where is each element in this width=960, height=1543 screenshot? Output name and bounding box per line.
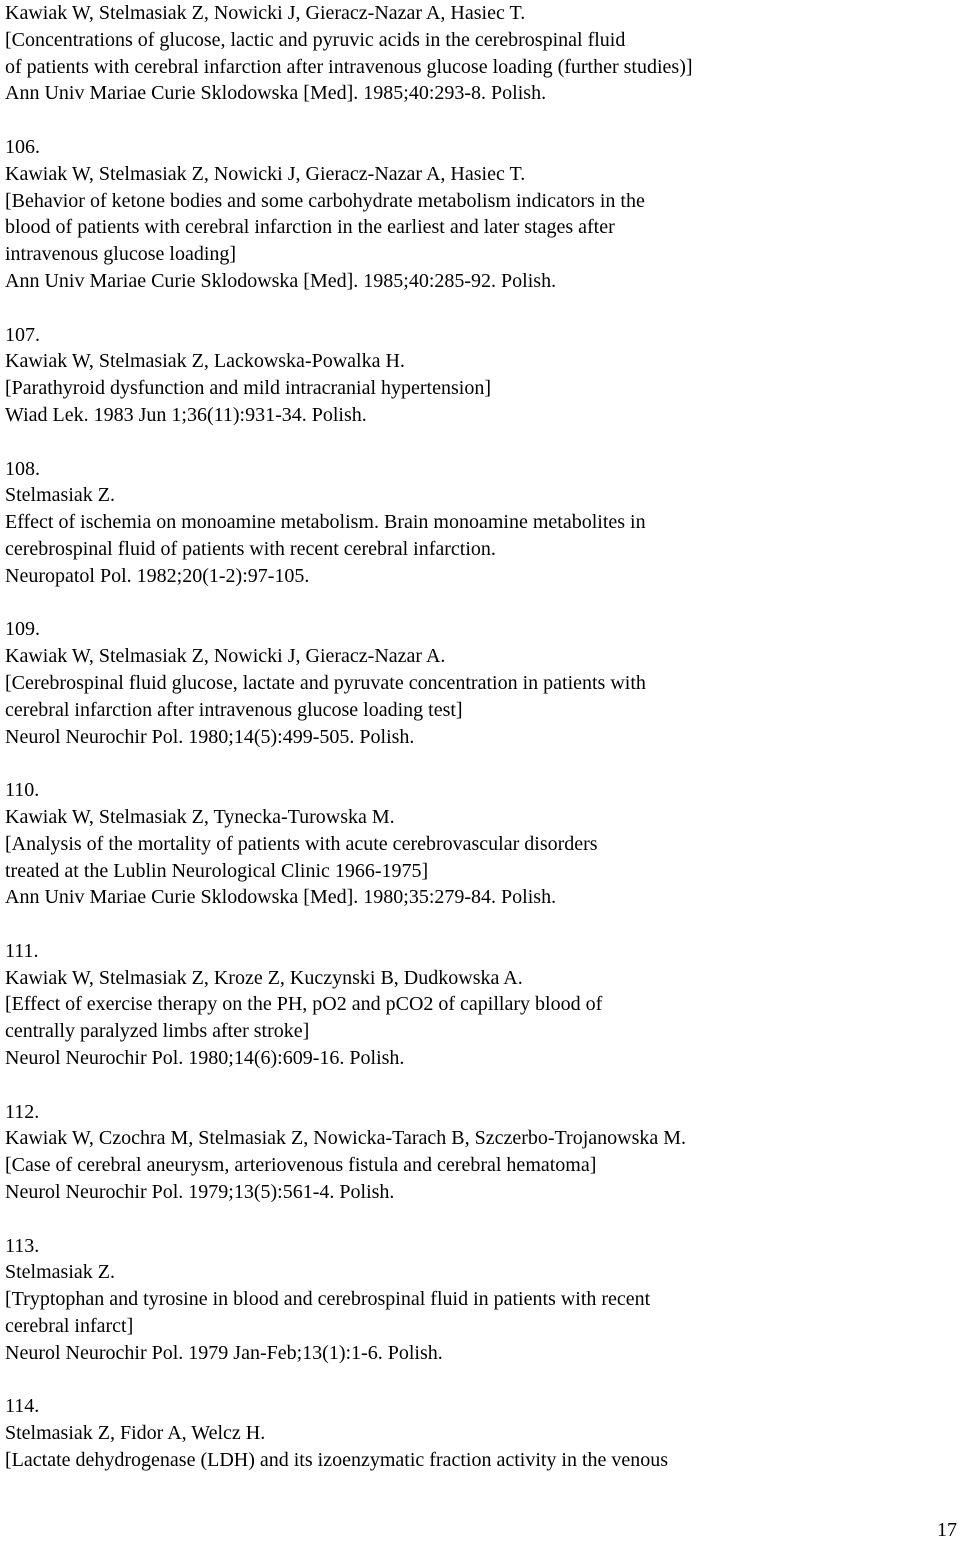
reference-authors: Kawiak W, Stelmasiak Z, Nowicki J, Gieracz-Nazar A, Hasiec T. bbox=[5, 2, 526, 24]
reference-title: [Analysis of the mortality of patients with acute cerebrovascular disorders bbox=[5, 832, 598, 855]
reference-number: 112. bbox=[5, 1100, 40, 1123]
reference-number: 107. bbox=[5, 323, 40, 346]
reference-authors: Kawiak W, Stelmasiak Z, Nowicki J, Gieracz-Nazar A, Hasiec T. bbox=[5, 162, 526, 185]
reference-source: Wiad Lek. 1983 Jun 1;36(11):931-34. Polish. bbox=[5, 403, 367, 426]
reference-entry-107 bbox=[5, 322, 945, 429]
reference-title: treated at the Lublin Neurological Clinic 1966-1975] bbox=[5, 859, 429, 882]
reference-source: Neurol Neurochir Pol. 1980;14(5):499-505. Polish. bbox=[5, 725, 415, 748]
reference-source: Ann Univ Mariae Curie Sklodowska [Med]. 1985;40:293-8. Polish. bbox=[5, 82, 547, 105]
reference-title: [Tryptophan and tyrosine in blood and cerebrospinal fluid in patients with recent bbox=[5, 1288, 651, 1311]
reference-title: of patients with cerebral infarction after intravenous glucose loading (further studies)] bbox=[5, 55, 693, 78]
page-number: 17 bbox=[937, 1519, 957, 1541]
reference-entry-110 bbox=[5, 777, 945, 911]
reference-title: [Case of cerebral aneurysm, arteriovenous fistula and cerebral hematoma] bbox=[5, 1154, 597, 1177]
reference-title: cerebral infarct] bbox=[5, 1315, 134, 1338]
reference-authors: Stelmasiak Z. bbox=[5, 1261, 115, 1284]
reference-authors: Kawiak W, Stelmasiak Z, Tynecka-Turowska M. bbox=[5, 805, 395, 828]
reference-entry-108 bbox=[5, 456, 945, 590]
reference-title: [Lactate dehydrogenase (LDH) and its izoenzymatic fraction activity in the venous bbox=[5, 1449, 669, 1472]
reference-entry-106 bbox=[5, 134, 945, 295]
reference-title: Effect of ischemia on monoamine metabolism. Brain monoamine metabolites in bbox=[5, 511, 646, 534]
reference-title: centrally paralyzed limbs after stroke] bbox=[5, 1020, 310, 1043]
reference-title: cerebrospinal fluid of patients with recent cerebral infarction. bbox=[5, 537, 496, 560]
reference-number: 110. bbox=[5, 779, 40, 802]
reference-authors: Stelmasiak Z, Fidor A, Welcz H. bbox=[5, 1422, 266, 1445]
reference-source: Neurol Neurochir Pol. 1980;14(6):609-16. Polish. bbox=[5, 1047, 405, 1070]
reference-entry-114 bbox=[5, 1393, 945, 1473]
reference-list bbox=[5, 0, 945, 1501]
reference-title: [Cerebrospinal fluid glucose, lactate and pyruvate concentration in patients with bbox=[5, 671, 646, 694]
reference-title: cerebral infarction after intravenous glucose loading test] bbox=[5, 698, 463, 721]
reference-authors: Kawiak W, Stelmasiak Z, Lackowska-Powalka H. bbox=[5, 350, 405, 373]
reference-entry-109 bbox=[5, 616, 945, 750]
reference-title: [Concentrations of glucose, lactic and pyruvic acids in the cerebrospinal fluid bbox=[5, 28, 626, 51]
reference-entry-111 bbox=[5, 938, 945, 1072]
reference-entry-113 bbox=[5, 1233, 945, 1367]
reference-authors: Kawiak W, Stelmasiak Z, Nowicki J, Gieracz-Nazar A. bbox=[5, 645, 446, 668]
reference-number: 108. bbox=[5, 457, 40, 480]
reference-authors: Stelmasiak Z. bbox=[5, 484, 115, 507]
reference-source: Ann Univ Mariae Curie Sklodowska [Med]. 1985;40:285-92. Polish. bbox=[5, 269, 557, 292]
reference-source: Neurol Neurochir Pol. 1979 Jan-Feb;13(1):1-6. Polish. bbox=[5, 1341, 443, 1364]
reference-source: Ann Univ Mariae Curie Sklodowska [Med]. 1980;35:279-84. Polish. bbox=[5, 886, 557, 909]
reference-title: intravenous glucose loading] bbox=[5, 243, 237, 266]
reference-number: 111. bbox=[5, 939, 39, 962]
reference-number: 109. bbox=[5, 618, 40, 641]
reference-entry-112 bbox=[5, 1099, 945, 1206]
reference-authors: Kawiak W, Czochra M, Stelmasiak Z, Nowicka-Tarach B, Szczerbo-Trojanowska M. bbox=[5, 1127, 687, 1150]
reference-number: 114. bbox=[5, 1395, 40, 1418]
reference-authors: Kawiak W, Stelmasiak Z, Kroze Z, Kuczynski B, Dudkowska A. bbox=[5, 966, 523, 989]
reference-title: [Parathyroid dysfunction and mild intracranial hypertension] bbox=[5, 377, 491, 400]
reference-source: Neurol Neurochir Pol. 1979;13(5):561-4. Polish. bbox=[5, 1181, 395, 1204]
reference-entry-continued bbox=[5, 0, 945, 107]
reference-number: 113. bbox=[5, 1234, 40, 1257]
reference-title: [Effect of exercise therapy on the PH, pO2 and pCO2 of capillary blood of bbox=[5, 993, 603, 1016]
reference-title: [Behavior of ketone bodies and some carbohydrate metabolism indicators in the bbox=[5, 189, 645, 212]
reference-source: Neuropatol Pol. 1982;20(1-2):97-105. bbox=[5, 564, 310, 587]
reference-title: blood of patients with cerebral infarction in the earliest and later stages after bbox=[5, 216, 615, 239]
reference-number: 106. bbox=[5, 135, 40, 158]
